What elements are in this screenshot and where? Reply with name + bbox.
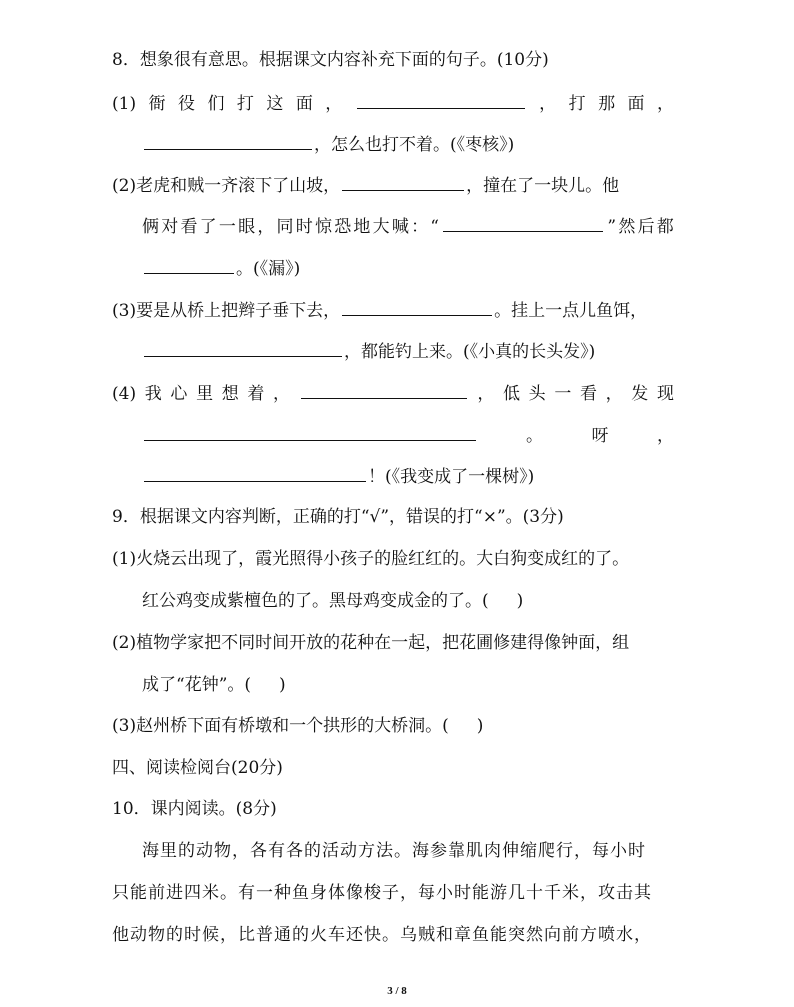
q10-para-line3: 他动物的时候，比普通的火车还快。乌贼和章鱼能突然向前方喷水， bbox=[112, 925, 652, 945]
char: 看 bbox=[180, 217, 198, 237]
char: 役 bbox=[178, 94, 195, 114]
q9-item3-text: (3)赵州桥下面有桥墩和一个拱形的大桥洞。( bbox=[112, 716, 449, 736]
char: 。 bbox=[526, 426, 543, 446]
q8-item1-line2-text: ，怎么也打不着。(《枣核》) bbox=[314, 135, 515, 155]
q9-item2-close: ) bbox=[279, 675, 286, 695]
q8-header: 8．想象很有意思。根据课文内容补充下面的句子。(10分) bbox=[112, 50, 549, 70]
char: ， bbox=[539, 94, 557, 114]
char: 一 bbox=[554, 384, 572, 404]
q8-item2-line3 bbox=[142, 255, 674, 281]
answer-blank[interactable] bbox=[144, 338, 342, 357]
q10-para-line1: 海里的动物，各有各的活动方法。海参靠肌肉伸缩爬行，每小时 bbox=[142, 841, 646, 861]
q8-item4-line2-end bbox=[478, 424, 674, 448]
q9-item2-line1: (2)植物学家把不同时间开放的花种在一起，把花圃修建得像钟面，组 bbox=[112, 633, 630, 653]
q8-item4-line3-text: ！(《我变成了一棵树》) bbox=[368, 467, 535, 487]
q9-item3-line1 bbox=[112, 714, 674, 738]
char: 然 bbox=[618, 217, 636, 237]
q8-item2-line1-text-a: (2)老虎和贼一齐滚下了山坡， bbox=[112, 176, 341, 196]
char: 后 bbox=[637, 217, 655, 237]
q8-item3-line1-text-b: 。挂上一点儿鱼饵， bbox=[494, 301, 648, 321]
char: “ bbox=[430, 217, 439, 237]
answer-blank[interactable] bbox=[144, 463, 366, 482]
q8-item1-line1 bbox=[112, 90, 674, 116]
char: 打 bbox=[236, 94, 254, 114]
char: 一 bbox=[218, 217, 236, 237]
char: ， bbox=[257, 217, 275, 237]
char: 心 bbox=[170, 384, 188, 404]
char: 衙 bbox=[148, 94, 166, 114]
char: 想 bbox=[221, 384, 239, 404]
char: 发 bbox=[631, 384, 649, 404]
char: ， bbox=[477, 384, 495, 404]
q9-item2-line2 bbox=[142, 673, 674, 697]
answer-blank[interactable] bbox=[144, 422, 476, 441]
q9-item1-line2 bbox=[142, 589, 674, 613]
char: 时 bbox=[295, 217, 313, 237]
char: 着 bbox=[247, 384, 265, 404]
char: 喊 bbox=[391, 217, 409, 237]
q8-item2-line2 bbox=[142, 213, 674, 239]
q9-item1-close: ) bbox=[516, 591, 524, 611]
char: 地 bbox=[353, 217, 371, 237]
char: 低 bbox=[503, 384, 520, 404]
char: 面 bbox=[627, 94, 645, 114]
char: 我 bbox=[144, 384, 162, 404]
char: 那 bbox=[598, 94, 616, 114]
char: 恐 bbox=[334, 217, 352, 237]
answer-blank[interactable] bbox=[357, 90, 525, 109]
char: ， bbox=[656, 94, 674, 114]
char: ： bbox=[411, 217, 429, 237]
q9-header: 9．根据课文内容判断，正确的打“√”，错误的打“×”。(3分) bbox=[112, 507, 564, 527]
answer-blank[interactable] bbox=[144, 131, 312, 150]
char: 打 bbox=[568, 94, 586, 114]
q8-item4-line3 bbox=[142, 463, 674, 489]
char: 里 bbox=[196, 384, 214, 404]
q8-item4-line1 bbox=[112, 380, 674, 406]
q8-item3-line2 bbox=[142, 338, 674, 364]
answer-blank[interactable] bbox=[342, 297, 492, 316]
char: 大 bbox=[372, 217, 390, 237]
q10-para-line2: 只能前进四米。有一种鱼身体像梭子，每小时能游几十千米，攻击其 bbox=[112, 883, 652, 903]
q8-item3-line1-text-a: (3)要是从桥上把辫子垂下去， bbox=[112, 301, 341, 321]
q8-item2-line3-text: 。(《漏》) bbox=[236, 259, 301, 279]
q8-item4-line2 bbox=[142, 422, 674, 448]
char: 这 bbox=[266, 94, 284, 114]
char: 呀 bbox=[591, 426, 609, 446]
char: 惊 bbox=[314, 217, 332, 237]
char: 头 bbox=[528, 384, 546, 404]
char: ， bbox=[657, 426, 674, 446]
char: 都 bbox=[656, 217, 674, 237]
char: (1) bbox=[112, 94, 137, 114]
q9-item3-close: ) bbox=[476, 716, 484, 736]
q9-item2-text: 成了“花钟”。( bbox=[142, 675, 252, 695]
char: 眼 bbox=[238, 217, 256, 237]
q9-item1-line1: (1)火烧云出现了，霞光照得小孩子的脸红红的。大白狗变成红的了。 bbox=[112, 549, 630, 569]
char: (4) bbox=[112, 384, 137, 404]
char: ” bbox=[607, 217, 617, 237]
q8-item2-line1-text-b: ，撞在了一块儿。他 bbox=[466, 176, 620, 196]
answer-blank[interactable] bbox=[443, 213, 603, 232]
char: 看 bbox=[579, 384, 597, 404]
section4-heading: 四、阅读检阅台(20分) bbox=[112, 758, 283, 778]
char: ， bbox=[605, 384, 623, 404]
q8-item1-line2 bbox=[142, 131, 674, 157]
char: ， bbox=[325, 94, 343, 114]
q8-item3-line1 bbox=[112, 297, 674, 323]
char: 现 bbox=[656, 384, 674, 404]
q9-item1-text: 红公鸡变成紫檀色的了。黑母鸡变成金的了。( bbox=[142, 591, 489, 611]
char: ， bbox=[273, 384, 291, 404]
char: 对 bbox=[161, 217, 179, 237]
answer-blank[interactable] bbox=[342, 172, 464, 191]
char: 面 bbox=[295, 94, 313, 114]
char: 俩 bbox=[142, 217, 159, 237]
char: 们 bbox=[207, 94, 225, 114]
q8-item2-line1 bbox=[112, 172, 674, 198]
char: 同 bbox=[276, 217, 294, 237]
q10-header: 10．课内阅读。(8分) bbox=[112, 799, 277, 819]
q8-item3-line2-text: ，都能钓上来。(《小真的长头发》) bbox=[344, 342, 596, 362]
char: 了 bbox=[199, 217, 217, 237]
answer-blank[interactable] bbox=[144, 255, 234, 274]
answer-blank[interactable] bbox=[301, 380, 467, 399]
page-number: 3 / 8 bbox=[387, 985, 407, 997]
